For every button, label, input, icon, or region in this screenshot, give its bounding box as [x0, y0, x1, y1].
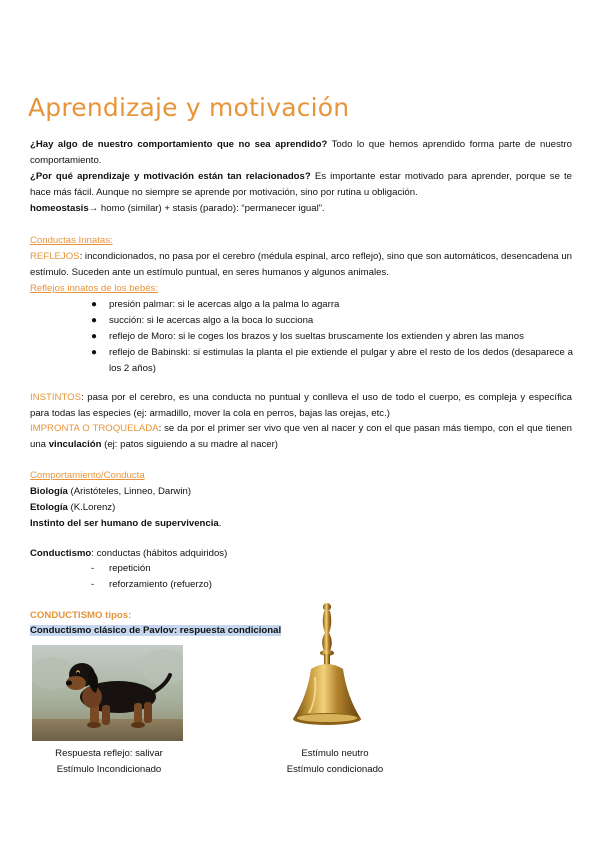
- dog-caption-2: Estímulo Incondicionado: [56, 764, 162, 775]
- intro-q2-bold: ¿Por qué aprendizaje y motivación están tan relacionados?: [30, 171, 311, 182]
- homeostasis-bold: homeostasis: [30, 203, 89, 214]
- intro-q2: [30, 169, 572, 201]
- bullet-icon: ●: [91, 299, 98, 310]
- instintos-paragraph: [30, 390, 572, 422]
- impronta-label: IMPRONTA O TROQUELADA: [30, 423, 159, 434]
- bebes-heading: Reflejos innatos de los bebés:: [30, 283, 158, 294]
- vinculacion-bold: vinculación: [48, 439, 102, 450]
- bell-image: [291, 601, 363, 731]
- instintos-label: INSTINTOS: [30, 392, 81, 403]
- instintos-text: : pasa por el cerebro, es una conducta no puntual y conlleva el uso de todo el cuerpo, es compleja y específica para todas las especies (ej: armadillo, mover la cola en perros, bajas las orejas, etc.): [30, 392, 572, 419]
- bell-caption-1: Estímulo neutro: [301, 748, 369, 759]
- dachshund-image: [32, 645, 183, 741]
- bullet-icon: ●: [91, 331, 98, 342]
- reflejos-paragraph: [30, 249, 572, 281]
- document-page: Aprendizaje y motivación ¿Hay algo de nuestro comportamiento que no sea aprendido? Todo lo que hemos aprendido forma parte de nuestro comportamiento. ¿Por qué aprendizaje y motivación están tan relacionados? Es importante estar motivado para aprender, porque se te hace más fácil. Aunque no siempre se aprende por motivación, sino por rutina u obligación. homeostasis→ homo (similar) + stasis (parado): “permanecer igual”. Conductas Innatas: REFLEJOS: incondicionados, no pasa por el cerebro (médula espinal, arco reflejo), sino que son automáticos, desencadena un estímulo. Suceden ante un estímulo puntual, en seres humanos y algunos animales. Reflejos innatos de los bebés: ● presión palmar: si le acercas algo a la palma lo agarra ● succión: si le acercas algo a la boca lo succiona ● reflejo de Moro: si le coges los brazos y los sueltas bruscamente los extienden y abren las manos ● reflejo de Babinski: si estimulas la planta el pie extiende el pulgar y abre el resto de los dedos (desaparece a los 2 años) INSTINTOS: pasa por el cerebro, es una conducta no puntual y conlleva el uso de todo el cuerpo, es compleja y específica para todas las especies (ej: armadillo, mover la cola en perros, bajas las orejas, etc.) IMPRONTA O TROQUELADA: se da por el primer ser vivo que ven al nacer y con el que pasan más tiempo, con el que tienen una vinculación (ej: patos siguiendo a su madre al nacer) Comportamiento/Conducta Biología (Aristóteles, Linneo, Darwin) Etología (K.Lorenz) Instinto del ser humano de supervivencia. Conductismo: conductas (hábitos adquiridos) - repetición - reforzamiento (refuerzo) CONDUCTISMO tipos: Conductismo clásico de Pavlov: respuesta condicional Respuesta reflejo: salivar Estímulo Incondicionado Estímulo neutro Estímulo condicionado: [0, 0, 600, 848]
- comportamiento-heading: Comportamiento/Conducta: [30, 470, 145, 481]
- intro-homeostasis: [30, 201, 572, 217]
- biologia-line: Biología (Aristóteles, Linneo, Darwin): [30, 486, 192, 497]
- intro-q1-bold: ¿Hay algo de nuestro comportamiento que no sea aprendido?: [30, 139, 328, 150]
- intro-q1-text: Todo lo que hemos aprendido forma parte de nuestro comportamiento.: [30, 139, 572, 166]
- conductismo-line: Conductismo: conductas (hábitos adquiridos): [30, 548, 228, 559]
- pavlov-line: Conductismo clásico de Pavlov: respuesta condicional: [30, 625, 282, 636]
- instinto-line: Instinto del ser humano de supervivencia.: [30, 518, 222, 529]
- conductismo-tipos-heading: CONDUCTISMO tipos:: [30, 610, 132, 621]
- innatas-heading: Conductas Innatas:: [30, 235, 113, 246]
- bullet-icon: ●: [91, 315, 98, 326]
- dog-caption-1: Respuesta reflejo: salivar: [55, 748, 163, 759]
- reflejos-label: REFLEJOS: [30, 251, 80, 262]
- bell-caption-2: Estímulo condicionado: [286, 764, 384, 775]
- intro-q2-text: Es importante estar motivado para aprender, porque se te hace más fácil. Aunque no siempre se aprende por motivación, sino por rutina u obligación.: [30, 171, 573, 198]
- etologia-line: Etología (K.Lorenz): [30, 502, 116, 513]
- bullet-icon: ●: [91, 347, 98, 358]
- intro-q1: [30, 137, 572, 169]
- page-title: Aprendizaje y motivación: [28, 93, 350, 122]
- homeostasis-text: → homo (similar) + stasis (parado): “permanecer igual”.: [88, 203, 325, 214]
- impronta-paragraph: IMPRONTA O TROQUELADA: se da por el primer ser vivo que ven al nacer y con el que pasan más tiempo, con el que tienen una vinculación (ej: patos siguiendo a su madre al nacer): [30, 423, 572, 450]
- reflejos-text: : incondicionados, no pasa por el cerebro (médula espinal, arco reflejo), sino que son automáticos, desencadena un estímulo. Suceden ante un estímulo puntual, en seres humanos y algunos animales.: [30, 251, 572, 278]
